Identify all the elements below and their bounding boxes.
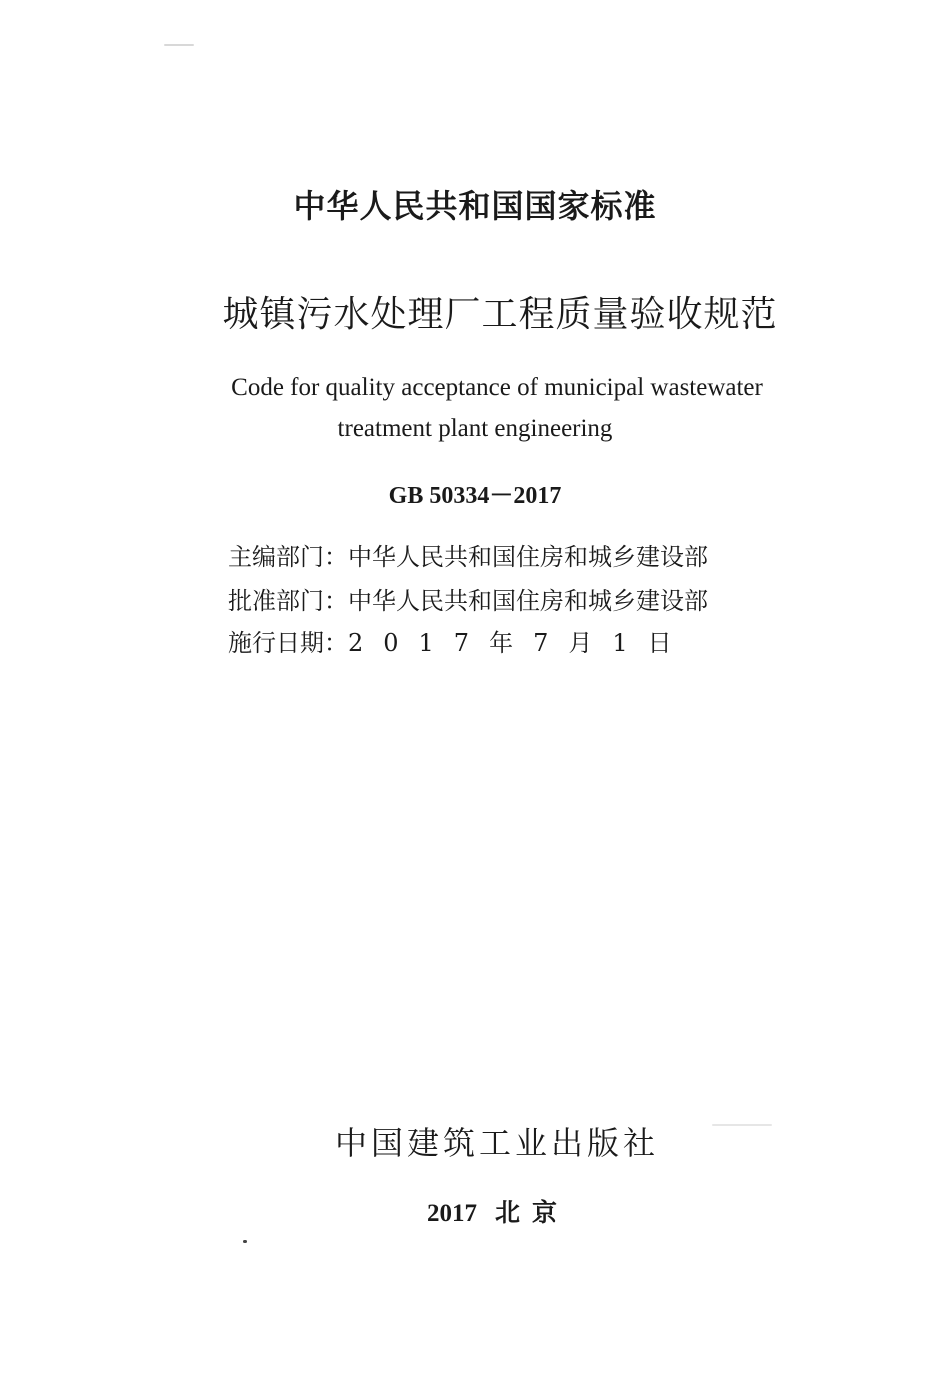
standard-series-heading: 中华人民共和国国家标准 bbox=[293, 187, 657, 225]
chief-editor-label: 主编部门： bbox=[228, 543, 348, 571]
document-title-chinese: 城镇污水处理厂工程质量验收规范 bbox=[222, 294, 778, 335]
imprint-city: 北京 bbox=[494, 1198, 569, 1227]
approver-label: 批准部门： bbox=[228, 587, 348, 615]
chief-editor-row bbox=[228, 540, 708, 574]
imprint bbox=[0, 1195, 950, 1232]
effective-date-value: 2017年7月1日 bbox=[348, 629, 692, 657]
chief-editor-value: 中华人民共和国住房和城乡建设部 bbox=[348, 543, 708, 571]
approver-row bbox=[228, 584, 708, 618]
document-title-english-line1: Code for quality acceptance of municipal wastewater bbox=[231, 374, 763, 401]
approver-value: 中华人民共和国住房和城乡建设部 bbox=[348, 587, 708, 615]
imprint-year: 2017 bbox=[426, 1200, 477, 1227]
document-title-english-line2: treatment plant engineering bbox=[337, 415, 613, 442]
publisher-name: 中国建筑工业出版社 bbox=[334, 1124, 659, 1162]
scan-artifact bbox=[243, 1240, 247, 1243]
scan-artifact bbox=[164, 44, 194, 46]
effective-date-label: 施行日期： bbox=[228, 629, 348, 657]
standard-code: GB 50334－2017 bbox=[388, 483, 562, 509]
effective-date-row bbox=[228, 626, 692, 660]
